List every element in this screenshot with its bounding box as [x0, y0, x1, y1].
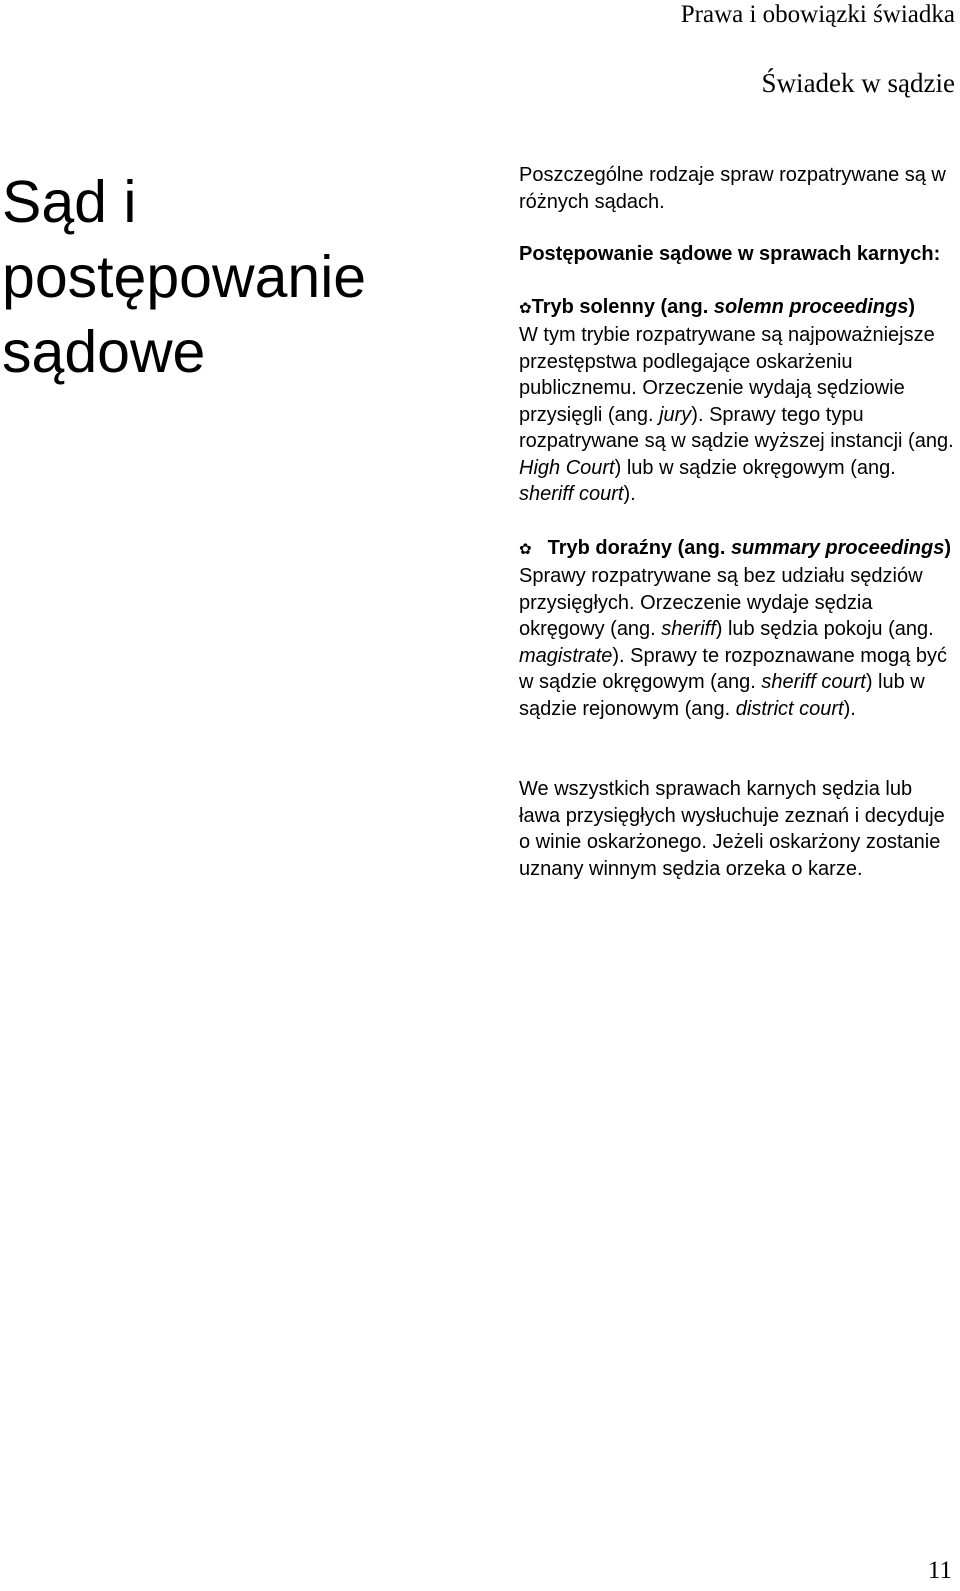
solemn-proceedings-text: W tym trybie rozpatrywane są najpoważniejsze przestępstwa podlegające oskarżeniu publicznemu. Orzeczenie wydają sędziowie przysięgli (ang. jury). Sprawy tego typu rozpatrywane są w sądzie wyższej instancji (ang. High Court) lub w sądzie okręgowym (ang. sheriff court).	[519, 324, 954, 505]
flower-bullet-icon: ✿	[519, 540, 532, 558]
closing-paragraph: We wszystkich sprawach karnych sędzia lub ława przysięgłych wysłuchuje zeznań i decyduje o winie oskarżonego. Jeżeli oskarżony zostanie uznany winnym sędzia orzeka o karze.	[519, 778, 945, 880]
document-header-subtitle: Świadek w sądzie	[761, 68, 955, 98]
criminal-proceedings-heading: Postępowanie sądowe w sprawach karnych:	[519, 243, 941, 265]
solemn-proceedings-title: ✿Tryb solenny (ang. solemn proceedings)	[519, 294, 954, 323]
summary-proceedings-text: Sprawy rozpatrywane są bez udziału sędziów przysięgłych. Orzeczenie wydaje sędzia okręgowy (ang. sheriff) lub sędzia pokoju (ang. magistrate). Sprawy te rozpoznawane mogą być w sądzie okręgowym (ang. sheriff court) lub w sądzie rejonowym (ang. district court).	[519, 565, 947, 720]
section-heading-line: sądowe	[2, 319, 206, 385]
flower-bullet-icon: ✿	[519, 299, 532, 317]
summary-proceedings-title: ✿ Tryb doraźny (ang. summary proceedings)	[519, 535, 954, 564]
main-content	[519, 162, 954, 882]
section-heading-line: postępowanie	[2, 244, 367, 310]
closing-block	[519, 776, 954, 882]
summary-proceedings-block	[519, 535, 954, 723]
page-number: 11	[927, 1557, 952, 1584]
section-heading-line: Sąd i	[2, 169, 137, 235]
document-header-title: Prawa i obowiązki świadka	[680, 1, 955, 28]
solemn-proceedings-block	[519, 294, 954, 508]
intro-paragraph: Poszczególne rodzaje spraw rozpatrywane są w różnych sądach.	[519, 164, 946, 213]
section-heading	[2, 165, 472, 390]
